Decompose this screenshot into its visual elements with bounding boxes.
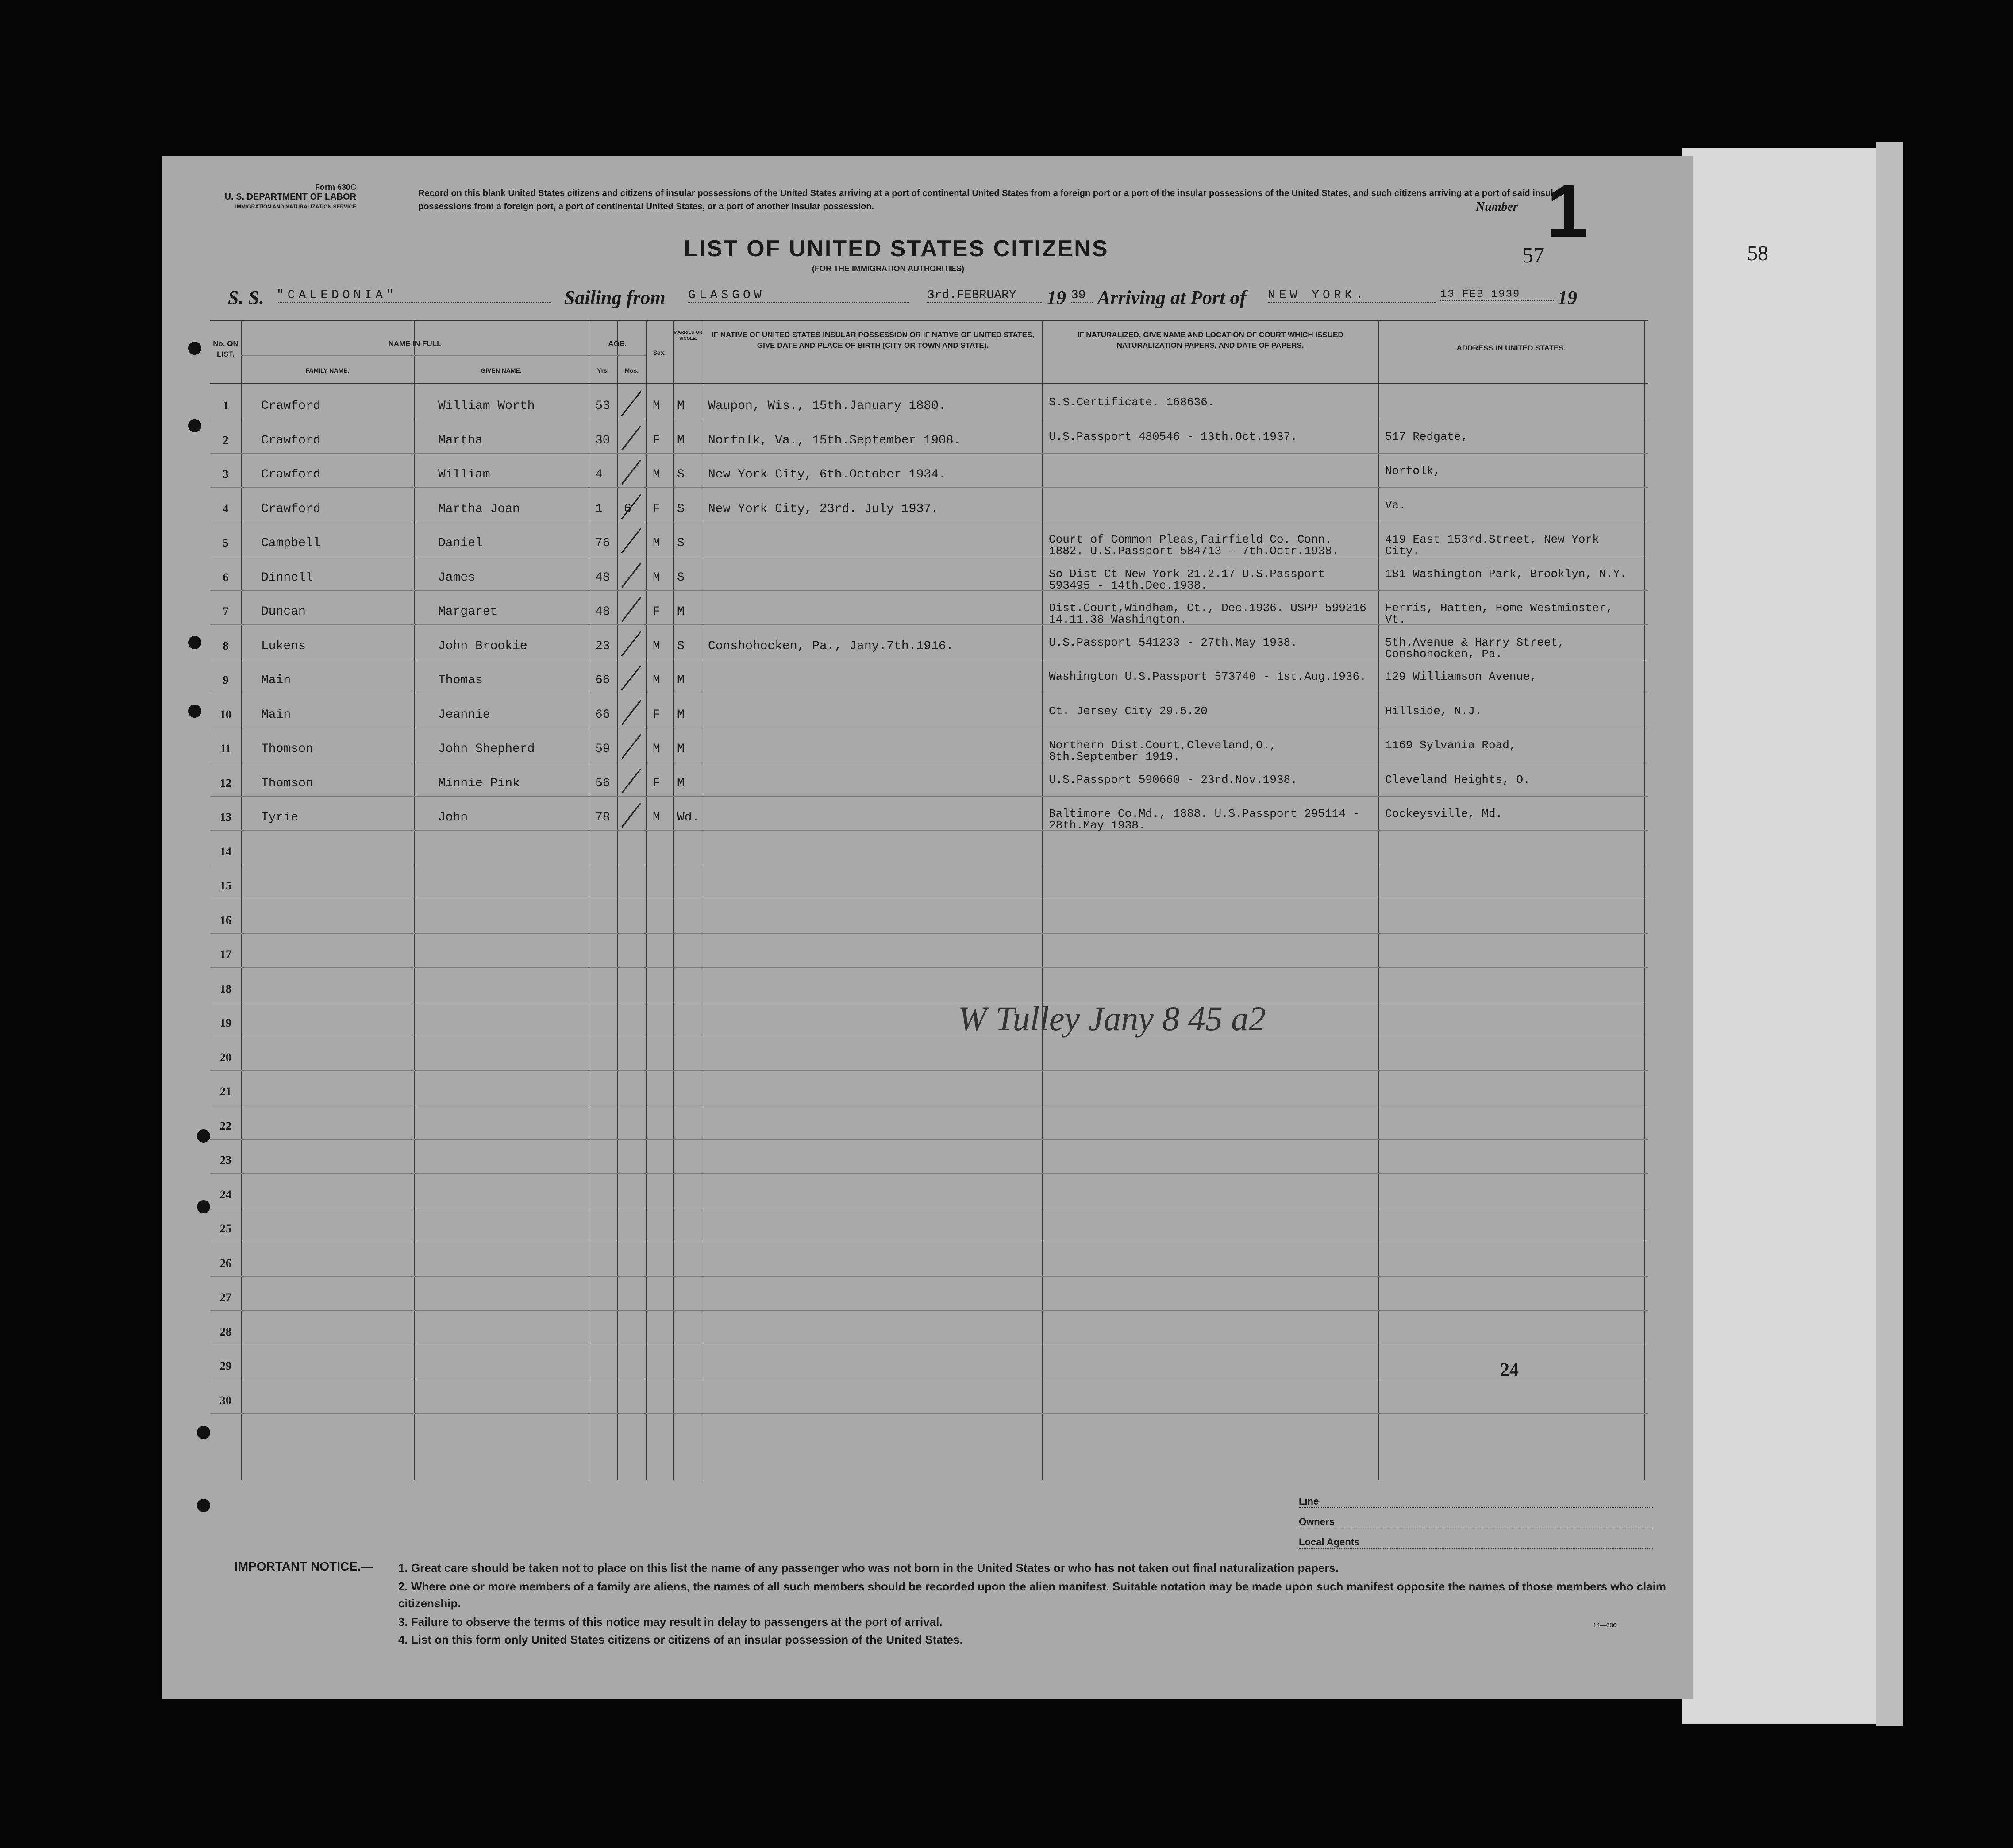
sex: M xyxy=(653,570,660,585)
sailing-date: 3rd.FEBRUARY xyxy=(927,289,1042,303)
passenger-table xyxy=(210,320,1648,1480)
arriving-label: Arriving at Port of xyxy=(1097,287,1247,308)
age-years: 30 xyxy=(595,433,610,447)
address: Hillside, N.J. xyxy=(1385,704,1482,718)
header-name: NAME IN FULL xyxy=(388,339,442,348)
given-name: Martha Joan xyxy=(438,502,520,516)
header-mos: Mos. xyxy=(624,367,639,374)
notice-item: 2. Where one or more members of a family are aliens, the names of all such members should be recorded upon the alien manifest. Suitable notation may be made upon such manifest opposite the names of those members who claim citizenship. xyxy=(398,1580,1667,1610)
row-number: 25 xyxy=(220,1222,231,1235)
naturalization: Dist.Court,Windham, Ct., Dec.1936. USPP 599216 14.11.38 Washington. xyxy=(1049,601,1366,626)
row-rule xyxy=(210,796,1648,797)
service: IMMIGRATION AND NATURALIZATION SERVICE xyxy=(235,204,356,210)
check-mark xyxy=(621,700,641,725)
family-name: Main xyxy=(261,674,291,687)
row-number: 11 xyxy=(220,742,231,755)
address: 129 Williamson Avenue, xyxy=(1385,670,1537,683)
address: 419 East 153rd.Street, New York City. xyxy=(1385,533,1599,558)
header-given: GIVEN NAME. xyxy=(481,367,522,374)
row-number: 3 xyxy=(223,468,229,481)
year-suffix: 39 xyxy=(1071,289,1093,303)
family-name: Crawford xyxy=(261,433,321,447)
sex: F xyxy=(653,502,660,516)
header-bottom xyxy=(210,383,1648,384)
row-number: 9 xyxy=(223,674,229,686)
row-rule xyxy=(210,487,1648,488)
row-rule xyxy=(210,1070,1648,1071)
naturalization: So Dist Ct New York 21.2.17 U.S.Passport 593495 - 14th.Dec.1938. xyxy=(1049,567,1325,592)
punch-hole xyxy=(197,1129,210,1143)
row-number: 21 xyxy=(220,1085,231,1098)
row-number: 1 xyxy=(223,399,229,412)
birth-place-date: New York City, 23rd. July 1937. xyxy=(708,502,939,516)
row-number: 18 xyxy=(220,982,231,995)
col-divider xyxy=(1378,321,1379,1480)
col-divider xyxy=(1644,321,1645,1480)
row-number: 19 xyxy=(220,1016,231,1029)
check-mark xyxy=(621,562,641,588)
ss-label: S. S. xyxy=(228,287,264,308)
header-naturalized: IF NATURALIZED, GIVE NAME AND LOCATION OF COURT WHICH ISSUED NATURALIZATION PAPERS, AND DATE OF PAPERS. xyxy=(1077,331,1343,350)
birth-place-date: Waupon, Wis., 15th.January 1880. xyxy=(708,399,946,413)
col-divider xyxy=(414,321,415,1480)
marital-status: M xyxy=(677,708,685,722)
row-rule xyxy=(210,1139,1648,1140)
row-number: 27 xyxy=(220,1291,231,1304)
age-years: 59 xyxy=(595,742,610,756)
family-name: Crawford xyxy=(261,502,321,516)
given-name: Daniel xyxy=(438,536,483,550)
voyage-line xyxy=(228,284,1622,311)
year-prefix-2: 19 xyxy=(1558,287,1577,308)
row-rule xyxy=(210,967,1648,968)
family-name: Thomson xyxy=(261,776,313,790)
row-number: 14 xyxy=(220,845,231,858)
given-name: Margaret xyxy=(438,605,498,619)
row-number: 24 xyxy=(220,1188,231,1201)
check-mark xyxy=(621,665,641,690)
form-code: 14—606 xyxy=(1593,1621,1617,1629)
marital-status: S xyxy=(677,468,685,481)
year-prefix: 19 xyxy=(1047,287,1066,308)
punch-hole xyxy=(188,342,201,355)
right-page-number: 58 xyxy=(1747,242,1768,265)
sailing-label: Sailing from xyxy=(564,287,666,308)
age-years: 53 xyxy=(595,399,610,413)
naturalization: U.S.Passport 590660 - 23rd.Nov.1938. xyxy=(1049,773,1297,786)
given-name: Jeannie xyxy=(438,708,490,722)
address: 181 Washington Park, Brooklyn, N.Y. xyxy=(1385,567,1627,581)
check-mark xyxy=(621,802,641,828)
handwritten-note: W Tulley Jany 8 45 a2 xyxy=(958,999,1266,1038)
check-mark xyxy=(621,425,641,450)
sex: F xyxy=(653,776,660,790)
marital-status: Wd. xyxy=(677,811,700,824)
sheet-number: 57 xyxy=(1522,243,1544,267)
address: Norfolk, xyxy=(1385,464,1440,477)
punch-hole xyxy=(188,705,201,718)
row-number: 29 xyxy=(220,1359,231,1372)
line-field: Line xyxy=(1299,1496,1653,1508)
sex: M xyxy=(653,674,660,687)
header-address: ADDRESS IN UNITED STATES. xyxy=(1456,344,1566,352)
notice-heading: IMPORTANT NOTICE.— xyxy=(235,1559,373,1573)
check-mark xyxy=(621,631,641,656)
row-number: 17 xyxy=(220,948,231,961)
header-sex: Sex. xyxy=(653,349,666,356)
tally-count: 24 xyxy=(1500,1360,1519,1380)
check-mark xyxy=(621,528,641,553)
age-months: 6 xyxy=(624,502,631,516)
page-title: LIST OF UNITED STATES CITIZENS xyxy=(684,236,1109,262)
row-number: 2 xyxy=(223,433,229,447)
sex: F xyxy=(653,433,660,447)
row-rule xyxy=(210,1173,1648,1174)
naturalization: Court of Common Pleas,Fairfield Co. Conn. 1882. U.S.Passport 584713 - 7th.Octr.1938. xyxy=(1049,533,1339,558)
sex: M xyxy=(653,639,660,653)
notice-item: 3. Failure to observe the terms of this notice may result in delay to passengers at the port of arrival. xyxy=(398,1615,943,1629)
given-name: Martha xyxy=(438,433,483,447)
age-years: 4 xyxy=(595,468,603,481)
family-name: Crawford xyxy=(261,399,321,413)
age-years: 1 xyxy=(595,502,603,516)
address: Ferris, Hatten, Home Westminster, Vt. xyxy=(1385,601,1613,626)
row-rule xyxy=(210,1310,1648,1311)
form-header xyxy=(162,156,1693,320)
sex: M xyxy=(653,811,660,824)
given-name: Minnie Pink xyxy=(438,776,520,790)
age-years: 56 xyxy=(595,776,610,790)
row-rule xyxy=(210,590,1648,591)
sex: M xyxy=(653,536,660,550)
family-name: Duncan xyxy=(261,605,306,619)
sex: F xyxy=(653,605,660,619)
hidden-spacer xyxy=(998,451,999,982)
check-mark xyxy=(621,597,641,622)
sex: F xyxy=(653,708,660,722)
age-years: 78 xyxy=(595,811,610,824)
col-divider xyxy=(646,321,647,1480)
punch-hole xyxy=(188,636,201,649)
family-name: Campbell xyxy=(261,536,321,550)
given-name: John Shepherd xyxy=(438,742,535,756)
given-name: James xyxy=(438,570,476,585)
marital-status: M xyxy=(677,742,685,756)
marital-status: S xyxy=(677,536,685,550)
punch-hole xyxy=(188,419,201,432)
row-number: 16 xyxy=(220,913,231,927)
header-family: FAMILY NAME. xyxy=(305,367,350,374)
from-port: GLASGOW xyxy=(688,289,909,303)
sex: M xyxy=(653,742,660,756)
family-name: Main xyxy=(261,708,291,722)
row-rule xyxy=(210,1276,1648,1277)
marital-status: S xyxy=(677,639,685,653)
age-years: 66 xyxy=(595,674,610,687)
instructions: Record on this blank United States citizens and citizens of insular possessions of the United States arriving at a port of continental United States from a foreign port or a port of the insular possessions of the United States, and such citizens arriving at a port of said insular possessions from a foreign port, a port of continental United States, or a port of another insular possession. xyxy=(418,189,1562,212)
col-divider xyxy=(673,321,674,1480)
given-name: Thomas xyxy=(438,674,483,687)
naturalization: Washington U.S.Passport 573740 - 1st.Aug.1936. xyxy=(1049,670,1366,683)
birth-place-date: Conshohocken, Pa., Jany.7th.1916. xyxy=(708,639,954,653)
row-number: 4 xyxy=(223,502,229,515)
number-label: Number xyxy=(1476,200,1518,214)
sex: M xyxy=(653,399,660,413)
header-yrs: Yrs. xyxy=(597,367,609,374)
row-rule xyxy=(210,1413,1648,1414)
family-name: Lukens xyxy=(261,639,306,653)
form-id xyxy=(215,182,356,212)
back-page-edge xyxy=(1876,142,1903,1726)
row-rule xyxy=(210,453,1648,454)
row-number: 26 xyxy=(220,1256,231,1270)
col-divider xyxy=(617,321,618,1480)
marital-status: S xyxy=(677,570,685,585)
row-number: 23 xyxy=(220,1154,231,1167)
row-number: 6 xyxy=(223,570,229,584)
check-mark xyxy=(621,768,641,793)
naturalization: Baltimore Co.Md., 1888. U.S.Passport 295114 - 28th.May 1938. xyxy=(1049,807,1360,832)
arrival-port: NEW YORK. xyxy=(1268,289,1436,303)
row-number: 7 xyxy=(223,605,229,618)
address: Cockeysville, Md. xyxy=(1385,807,1503,820)
marital-status: M xyxy=(677,433,685,447)
form-number: Form 630C xyxy=(315,183,356,192)
row-rule xyxy=(210,830,1648,831)
marital-status: M xyxy=(677,674,685,687)
agents-field: Local Agents xyxy=(1299,1536,1653,1549)
age-years: 66 xyxy=(595,708,610,722)
sex: M xyxy=(653,468,660,481)
family-name: Tyrie xyxy=(261,811,299,824)
ship-name: "CALEDONIA" xyxy=(277,289,551,303)
punch-hole xyxy=(197,1200,210,1213)
family-name: Dinnell xyxy=(261,570,313,585)
col-divider xyxy=(1042,321,1043,1480)
age-years: 76 xyxy=(595,536,610,550)
row-number: 22 xyxy=(220,1119,231,1132)
address: 517 Redgate, xyxy=(1385,430,1468,443)
header-birth: IF NATIVE OF UNITED STATES INSULAR POSSESSION OR IF NATIVE OF UNITED STATES, GIVE DATE AND PLACE OF BIRTH (CITY OR TOWN AND STATE). xyxy=(711,331,1035,350)
naturalization: Northern Dist.Court,Cleveland,O., 8th.September 1919. xyxy=(1049,739,1277,763)
marital-status: M xyxy=(677,399,685,413)
row-number: 12 xyxy=(220,776,231,789)
check-mark xyxy=(621,459,641,485)
family-name: Thomson xyxy=(261,742,313,756)
naturalization: U.S.Passport 480546 - 13th.Oct.1937. xyxy=(1049,430,1297,443)
age-years: 48 xyxy=(595,605,610,619)
address: 5th.Avenue & Harry Street, Conshohocken, Pa. xyxy=(1385,635,1565,661)
birth-place-date: New York City, 6th.October 1934. xyxy=(708,468,946,481)
row-number: 10 xyxy=(220,708,231,721)
notice-item: 1. Great care should be taken not to place on this list the name of any passenger who was not born in the United States or who has not taken out final naturalization papers. xyxy=(398,1561,1339,1575)
address: Va. xyxy=(1385,498,1406,512)
notice-item: 4. List on this form only United States citizens or citizens of an insular possession of the United States. xyxy=(398,1633,963,1646)
row-number: 28 xyxy=(220,1325,231,1338)
row-number: 15 xyxy=(220,879,231,892)
row-number: 13 xyxy=(220,811,231,824)
row-number: 8 xyxy=(223,639,229,652)
punch-hole xyxy=(197,1426,210,1439)
given-name: William xyxy=(438,468,490,481)
header-no: No. ON LIST. xyxy=(213,339,239,358)
manifest-sheet xyxy=(162,156,1693,1699)
back-page xyxy=(1682,148,1898,1724)
naturalization: U.S.Passport 541233 - 27th.May 1938. xyxy=(1049,635,1297,649)
row-number: 20 xyxy=(220,1051,231,1064)
address: 1169 Sylvania Road, xyxy=(1385,739,1516,752)
check-mark xyxy=(621,734,641,759)
given-name: John Brookie xyxy=(438,639,527,653)
naturalization: Ct. Jersey City 29.5.20 xyxy=(1049,704,1208,718)
owners-field: Owners xyxy=(1299,1516,1653,1528)
address: Cleveland Heights, O. xyxy=(1385,773,1530,786)
age-years: 48 xyxy=(595,570,610,585)
col-divider xyxy=(241,321,242,1480)
header-age: AGE. xyxy=(608,339,627,348)
header-divider xyxy=(241,355,646,356)
given-name: William Worth xyxy=(438,399,535,413)
number-value: 1 xyxy=(1547,169,1589,253)
marital-status: M xyxy=(677,776,685,790)
age-years: 23 xyxy=(595,639,610,653)
page-subtitle: (FOR THE IMMIGRATION AUTHORITIES) xyxy=(812,264,964,273)
row-number: 5 xyxy=(223,536,229,549)
marital-status: S xyxy=(677,502,685,516)
check-mark xyxy=(621,391,641,416)
arrival-stamp: 13 FEB 1939 xyxy=(1440,289,1555,301)
row-rule xyxy=(210,933,1648,934)
row-number: 30 xyxy=(220,1394,231,1407)
header-marital: MARRIED OR SINGLE. xyxy=(674,330,703,341)
marital-status: M xyxy=(677,605,685,619)
birth-place-date: Norfolk, Va., 15th.September 1908. xyxy=(708,433,961,447)
form-footer xyxy=(162,1483,1693,1699)
given-name: John xyxy=(438,811,468,824)
family-name: Crawford xyxy=(261,468,321,481)
naturalization: S.S.Certificate. 168636. xyxy=(1049,396,1215,409)
department: U. S. DEPARTMENT OF LABOR xyxy=(224,192,356,202)
